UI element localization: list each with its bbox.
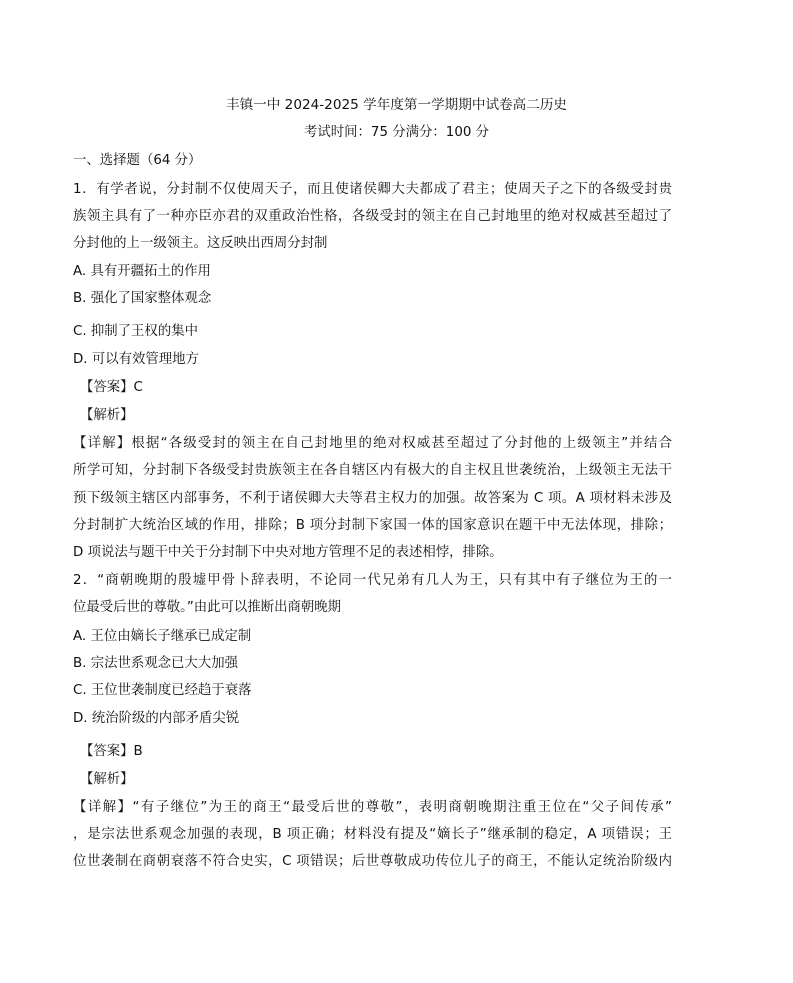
q1-detail-line: 分封制扩大统治区域的作用，排除；B 项分封制下家国一体的国家意识在题干中无法体现，排除；	[73, 518, 672, 533]
section-heading: 一、选择题（64 分）	[73, 153, 202, 168]
q1-option-a: A. 具有开疆拓土的作用	[73, 264, 211, 279]
q1-stem-line: 分封他的上一级领主。这反映出西周分封制	[73, 236, 328, 251]
q2-analysis-label: 【解析】	[80, 772, 134, 787]
q1-option-d: D. 可以有效管理地方	[73, 352, 199, 367]
q1-stem-line: 族领主具有了一种亦臣亦君的双重政治性格，各级受封的领主在自己封地里的绝对权威甚至超过了	[73, 209, 672, 224]
q2-answer: 【答案】B	[80, 744, 143, 759]
q1-detail-line: 【详解】根据“各级受封的领主在自己封地里的绝对权威甚至超过了分封他的上级领主”并结合	[73, 436, 672, 451]
q2-detail-line: ，是宗法世系观念加强的表现，B 项正确；材料没有提及“嫡长子”继承制的稳定，A 项错误；王	[73, 827, 672, 842]
q1-detail-line: 所学可知，分封制下各级受封贵族领主在各自辖区内有极大的自主权且世袭统治，上级领主无法干	[73, 463, 672, 478]
q1-option-b: B. 强化了国家整体观念	[73, 291, 212, 306]
q2-detail-line: 【详解】“有子继位”为王的商王“最受后世的尊敬”，表明商朝晚期注重王位在“父子间传承”	[73, 800, 672, 815]
q1-detail-line: D 项说法与题干中关于分封制下中央对地方管理不足的表述相悖，排除。	[73, 545, 503, 560]
q2-stem-line: 2．“商朝晚期的殷墟甲骨卜辞表明，不论同一代兄弟有几人为王，只有其中有子继位为王的一	[73, 573, 672, 588]
q1-analysis-label: 【解析】	[80, 408, 134, 423]
exam-subtitle: 考试时间：75 分满分：100 分	[303, 125, 490, 140]
q1-stem-line: 1．有学者说，分封制不仅使周天子，而且使诸侯卿大夫都成了君主；使周天子之下的各级受封贵	[73, 182, 672, 197]
q2-option-a: A. 王位由嫡长子继承已成定制	[73, 629, 252, 644]
q2-option-d: D. 统治阶级的内部矛盾尖锐	[73, 711, 240, 726]
q2-option-c: C. 王位世袭制度已经趋于衰落	[73, 683, 252, 698]
q1-detail-line: 预下级领主辖区内部事务，不利于诸侯卿大夫等君主权力的加强。故答案为 C 项。A 项材料未涉及	[73, 491, 672, 506]
exam-title: 丰镇一中 2024-2025 学年度第一学期期中试卷高二历史	[225, 97, 568, 113]
q2-option-b: B. 宗法世系观念已大大加强	[73, 656, 238, 671]
q2-detail-line: 位世袭制在商朝衰落不符合史实，C 项错误；后世尊敬成功传位儿子的商王，不能认定统治阶级内	[73, 854, 672, 869]
q1-answer: 【答案】C	[80, 380, 143, 395]
q2-stem-line: 位最受后世的尊敬。”由此可以推断出商朝晚期	[73, 600, 342, 615]
q1-option-c: C. 抑制了王权的集中	[73, 324, 198, 339]
